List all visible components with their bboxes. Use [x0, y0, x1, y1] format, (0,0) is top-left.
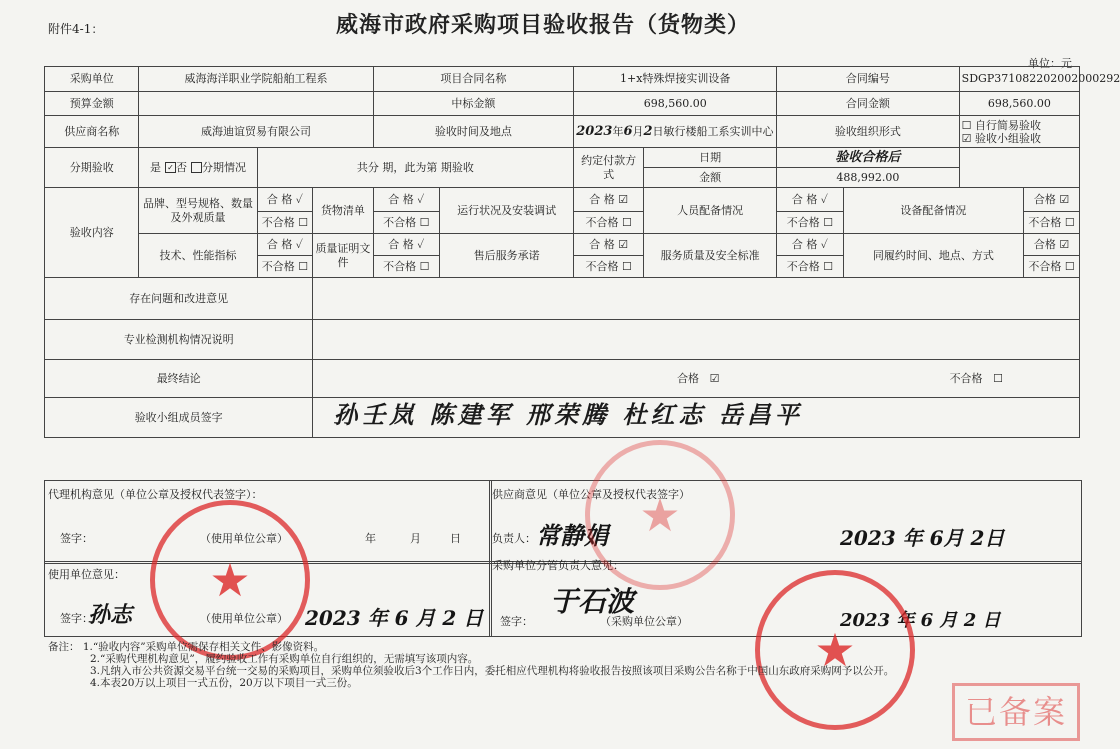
- check-pass: 合 格 ✓: [257, 188, 313, 212]
- check-fail: 不合格 ☐: [1024, 256, 1080, 278]
- payment-blank: [959, 148, 1079, 188]
- user-signature: 孙志: [88, 602, 133, 628]
- staged-no-checkbox[interactable]: [191, 162, 202, 173]
- org-form-checkbox-2[interactable]: ☑: [961, 131, 972, 145]
- agency-opinion-label: 代理机构意见（单位公章及授权代表签字）：: [48, 488, 263, 501]
- contract-name-label: 项目合同名称: [373, 67, 574, 92]
- contract-amount-value: 698,560.00: [959, 92, 1079, 116]
- staged-label: 分期验收: [45, 148, 139, 188]
- supplier-resp-signature: 常静娟: [536, 521, 608, 550]
- check-fail: 不合格 ☐: [373, 212, 440, 234]
- note-line: 3.凡纳入市公共资源交易平台统一交易的采购项目，采购单位须验收后3个工作日内，委托相应代理机构将验收报告按照该项目采购公告名称于中国山东政府采购网予以公开。: [90, 665, 895, 677]
- check-fail: 不合格 ☐: [777, 212, 844, 234]
- purchaser-opinion-label: 采购单位分管负责人意见：: [492, 559, 624, 572]
- budget-value: [139, 92, 373, 116]
- user-date: 2023 年 6 月 2 日: [305, 606, 484, 630]
- check-pass: 合 格 ✓: [373, 188, 440, 212]
- school-seal-left: ★: [150, 500, 310, 660]
- purchaser-signature: 于石波: [550, 585, 635, 618]
- check-section-label: 验收内容: [45, 188, 139, 278]
- payment-amount-label: 金额: [644, 168, 777, 188]
- user-seal-label: （使用单位公章）: [200, 612, 288, 625]
- inspection-label: 专业检测机构情况说明: [45, 320, 313, 360]
- purchaser-value: 威海海洋职业学院船舶工程系: [139, 67, 373, 92]
- members-label: 验收小组成员签字: [45, 398, 313, 438]
- staged-choice: 是 ✓ 否 分期情况: [139, 148, 257, 188]
- budget-label: 预算金额: [45, 92, 139, 116]
- attachment-label: 附件4-1：: [48, 22, 104, 36]
- check-fail: 不合格 ☐: [257, 212, 313, 234]
- notes: [48, 641, 894, 689]
- supplier-resp-label: 负责人：: [492, 532, 536, 545]
- purchaser-seal-label: （采购单位公章）: [600, 615, 688, 628]
- purchaser-label: 采购单位: [45, 67, 139, 92]
- time-place-value: 2023年6月2日敏行楼船工系实训中心: [574, 116, 777, 148]
- agency-year: 年: [365, 532, 376, 545]
- check-pass: 合格 ☑: [1024, 188, 1080, 212]
- note-line: 4.本表20万以上项目一式五份，20万以下项目一式三份。: [90, 677, 358, 689]
- check-pass: 合 格 ☑: [574, 188, 644, 212]
- supplier-date: 2023 年 6月 2日: [840, 526, 1005, 550]
- page-title: 威海市政府采购项目验收报告（货物类）: [335, 12, 750, 38]
- time-place-label: 验收时间及地点: [373, 116, 574, 148]
- check-fail: 不合格 ☐: [373, 256, 440, 278]
- filed-stamp: 已备案: [952, 683, 1080, 741]
- final-conclusion-value: 合格 ☑ 不合格 ☐: [313, 360, 1080, 398]
- check-tech-label: 技术、性能指标: [139, 234, 257, 278]
- check-pass: 合 格 ✓: [777, 188, 844, 212]
- check-perform-label: 同履约时间、地点、方式: [843, 234, 1023, 278]
- org-form-label: 验收组织形式: [777, 116, 960, 148]
- contract-name-value: 1+x特殊焊接实训设备: [574, 67, 777, 92]
- inspection-value: [313, 320, 1080, 360]
- final-conclusion-label: 最终结论: [45, 360, 313, 398]
- check-pass: 合 格 ✓: [257, 234, 313, 256]
- check-fail: 不合格 ☐: [574, 212, 644, 234]
- payment-date-value: 验收合格后: [777, 148, 960, 168]
- final-pass-checkbox[interactable]: ☑: [709, 371, 720, 385]
- check-fail: 不合格 ☐: [777, 256, 844, 278]
- staged-yes-checkbox[interactable]: ✓: [165, 162, 176, 173]
- check-pass: 合格 ☑: [1024, 234, 1080, 256]
- contract-amount-label: 合同金额: [777, 92, 960, 116]
- agency-day: 日: [450, 532, 461, 545]
- bid-amount-label: 中标金额: [373, 92, 574, 116]
- supplier-opinion-label: 供应商意见（单位公章及授权代表签字）: [492, 488, 690, 501]
- stage-text: 共分 期，此为第 期验收: [257, 148, 574, 188]
- purchaser-date: 2023 年 6 月 2 日: [840, 610, 1001, 631]
- check-install-label: 运行状况及安装调试: [440, 188, 574, 234]
- school-seal-right: ★: [755, 570, 915, 730]
- note-line: 备注： 1.“验收内容”采购单位需保存相关文件、影像资料。: [48, 641, 325, 653]
- check-after-sales-label: 售后服务承诺: [440, 234, 574, 278]
- payment-amount-value: 488,992.00: [777, 168, 960, 188]
- purchaser-sign-label: 签字：: [500, 615, 533, 628]
- check-service-label: 服务质量及安全标准: [644, 234, 777, 278]
- payment-method-label: 约定付款方式: [574, 148, 644, 188]
- check-fail: 不合格 ☐: [574, 256, 644, 278]
- supplier-label: 供应商名称: [45, 116, 139, 148]
- check-pass: 合 格 ☑: [574, 234, 644, 256]
- check-brand-label: 品牌、型号规格、数量及外观质量: [139, 188, 257, 234]
- org-form-options: ☐ 自行简易验收 ☑ 验收小组验收: [959, 116, 1079, 148]
- note-line: 2.“采购代理机构意见”，履约验收工作有采购单位自行组织的，无需填写该项内容。: [90, 653, 479, 665]
- report-table: [44, 66, 1120, 438]
- org-form-checkbox-1[interactable]: ☐: [961, 118, 972, 132]
- agency-sign-label: 签字：: [60, 532, 93, 545]
- final-fail-checkbox[interactable]: ☐: [993, 371, 1003, 385]
- payment-date-label: 日期: [644, 148, 777, 168]
- problems-value: [313, 278, 1080, 320]
- check-goods-list-label: 货物清单: [313, 188, 373, 234]
- contract-no-value: SDGP371082202002000292: [959, 67, 1079, 92]
- check-fail: 不合格 ☐: [257, 256, 313, 278]
- user-opinion-label: 使用单位意见：: [48, 568, 125, 581]
- agency-seal-label: （使用单位公章）: [200, 532, 288, 545]
- check-fail: 不合格 ☐: [1024, 212, 1080, 234]
- check-staff-label: 人员配备情况: [644, 188, 777, 234]
- unit-label: 单位：元: [1028, 57, 1072, 70]
- user-sign-label: 签字：: [60, 612, 93, 625]
- check-pass: 合 格 ✓: [373, 234, 440, 256]
- check-equip-label: 设备配备情况: [843, 188, 1023, 234]
- check-pass: 合 格 ✓: [777, 234, 844, 256]
- members-signatures: 孙壬岚 陈建军 邢荣腾 杜红志 岳昌平: [313, 398, 1080, 438]
- problems-label: 存在问题和改进意见: [45, 278, 313, 320]
- supplier-value: 威海迪谊贸易有限公司: [139, 116, 373, 148]
- agency-month: 月: [410, 532, 421, 545]
- check-quality-doc-label: 质量证明文件: [313, 234, 373, 278]
- bid-amount-value: 698,560.00: [574, 92, 777, 116]
- supplier-seal: ★: [585, 440, 735, 590]
- contract-no-label: 合同编号: [777, 67, 960, 92]
